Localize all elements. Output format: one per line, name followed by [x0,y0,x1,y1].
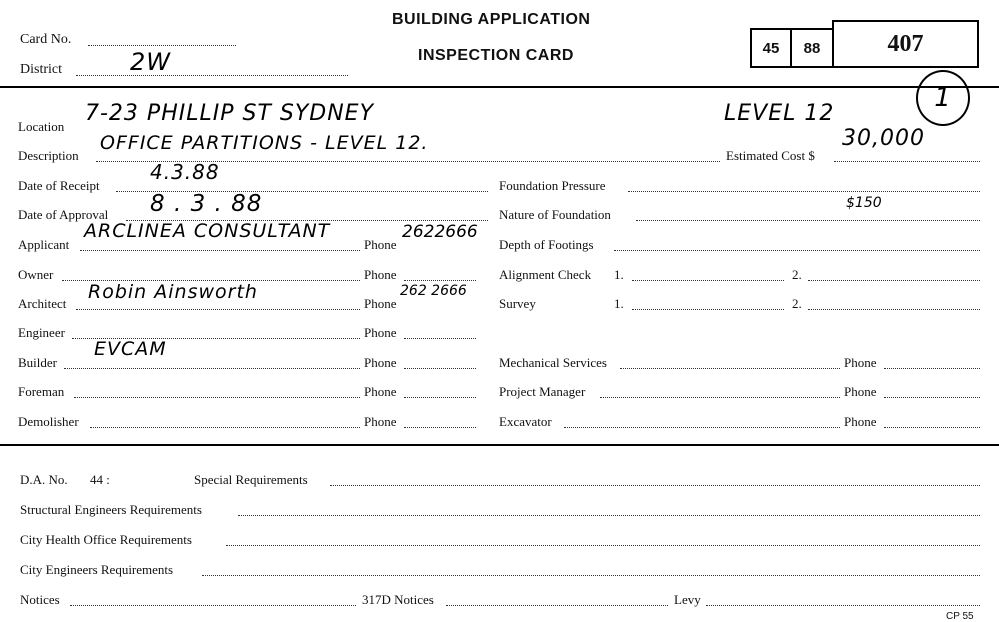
da-no-value: 44 : [90,472,110,487]
notices-317d-field [446,605,668,606]
builder-phone-label: Phone [364,355,397,370]
nature-foundation-label: Nature of Foundation [499,207,611,222]
demolisher-field [90,427,360,428]
applicant-label: Applicant [18,237,70,252]
demolisher-phone-field [404,427,476,428]
district-field [76,75,348,76]
card-box-b: 88 [790,28,834,68]
survey-label: Survey [499,296,536,311]
alignment-1-field [632,280,784,281]
special-requirements-label: Special Requirements [194,472,308,487]
mechanical-phone-label: Phone [844,355,877,370]
owner-phone-field [404,280,476,281]
city-engineers-label: City Engineers Requirements [20,562,174,577]
description-value: OFFICE PARTITIONS - LEVEL 12. [100,132,429,154]
applicant-value: ARCLINEA CONSULTANT [84,220,331,242]
health-label: City Health Office Requirements [20,532,192,547]
special-requirements-field [330,485,980,486]
location-value: 7-23 PHILLIP ST SYDNEY [85,101,375,126]
foundation-pressure-field [628,191,980,192]
card-box-a: 45 [750,28,792,68]
estimated-cost-label: Estimated Cost $ [726,148,815,163]
health-field [226,545,980,546]
structural-field [238,515,980,516]
applicant-phone-value: 2622666 [402,222,478,242]
card-no-field [88,45,236,46]
project-manager-field [600,397,840,398]
city-engineers-field [202,575,980,576]
owner-label: Owner [18,267,54,282]
structural-label: Structural Engineers Requirements [20,502,202,517]
foreman-field [74,397,360,398]
mechanical-field [620,368,840,369]
nature-foundation-field [636,220,980,221]
alignment-2-field [808,280,980,281]
notices-label: Notices [20,592,60,607]
estimated-cost-field [834,161,980,162]
excavator-phone-label: Phone [844,414,877,429]
builder-label: Builder [18,355,57,370]
project-manager-phone-field [884,397,980,398]
form-title-line2: INSPECTION CARD [418,47,574,64]
survey-1-label: 1. [614,296,624,311]
location-label: Location [18,119,65,134]
survey-2-field [808,309,980,310]
survey-2-label: 2. [792,296,802,311]
approval-label: Date of Approval [18,207,109,222]
details-divider [0,444,999,446]
approval-value: 8 . 3 . 88 [150,191,263,217]
district-label: District [20,62,62,77]
receipt-value: 4.3.88 [150,160,220,184]
header-divider [0,86,999,88]
excavator-field [564,427,840,428]
applicant-phone-label: Phone [364,237,397,252]
engineer-phone-field [404,338,476,339]
card-number-box: 407 [832,20,979,68]
architect-phone-value: 262 2666 [400,283,467,299]
project-manager-label: Project Manager [499,384,586,399]
notices-field [70,605,356,606]
depth-footings-field [614,250,980,251]
receipt-label: Date of Receipt [18,178,100,193]
form-code: CP 55 [946,611,974,622]
estimated-cost-value: 30,000 [842,126,925,151]
builder-field [64,368,360,369]
foreman-label: Foreman [18,384,65,399]
depth-footings-label: Depth of Footings [499,237,594,252]
alignment-2-label: 2. [792,267,802,282]
architect-phone-label: Phone [364,296,397,311]
excavator-phone-field [884,427,980,428]
foreman-phone-field [404,397,476,398]
builder-value: EVCAM [94,338,167,360]
foreman-phone-label: Phone [364,384,397,399]
demolisher-phone-label: Phone [364,414,397,429]
applicant-field [80,250,360,251]
alignment-1-label: 1. [614,267,624,282]
foundation-pressure-label: Foundation Pressure [499,178,606,193]
district-value: 2W [130,48,171,76]
architect-label: Architect [18,296,67,311]
da-no-label: D.A. No. [20,472,68,487]
nature-foundation-value: $150 [846,195,882,211]
engineer-label: Engineer [18,325,65,340]
engineer-phone-label: Phone [364,325,397,340]
level-value: LEVEL 12 [724,101,835,126]
levy-label: Levy [674,592,701,607]
architect-value: Robin Ainsworth [88,281,258,303]
excavator-label: Excavator [499,414,552,429]
owner-phone-label: Phone [364,267,397,282]
description-label: Description [18,148,79,163]
alignment-label: Alignment Check [499,267,592,282]
mechanical-label: Mechanical Services [499,355,607,370]
levy-field [706,605,980,606]
survey-1-field [632,309,784,310]
mechanical-phone-field [884,368,980,369]
demolisher-label: Demolisher [18,414,79,429]
architect-field [76,309,360,310]
card-no-label: Card No. [20,32,72,47]
project-manager-phone-label: Phone [844,384,877,399]
builder-phone-field [404,368,476,369]
circled-number: 1 [916,70,970,126]
form-title-line1: BUILDING APPLICATION [392,11,591,28]
notices-317d-label: 317D Notices [362,592,434,607]
